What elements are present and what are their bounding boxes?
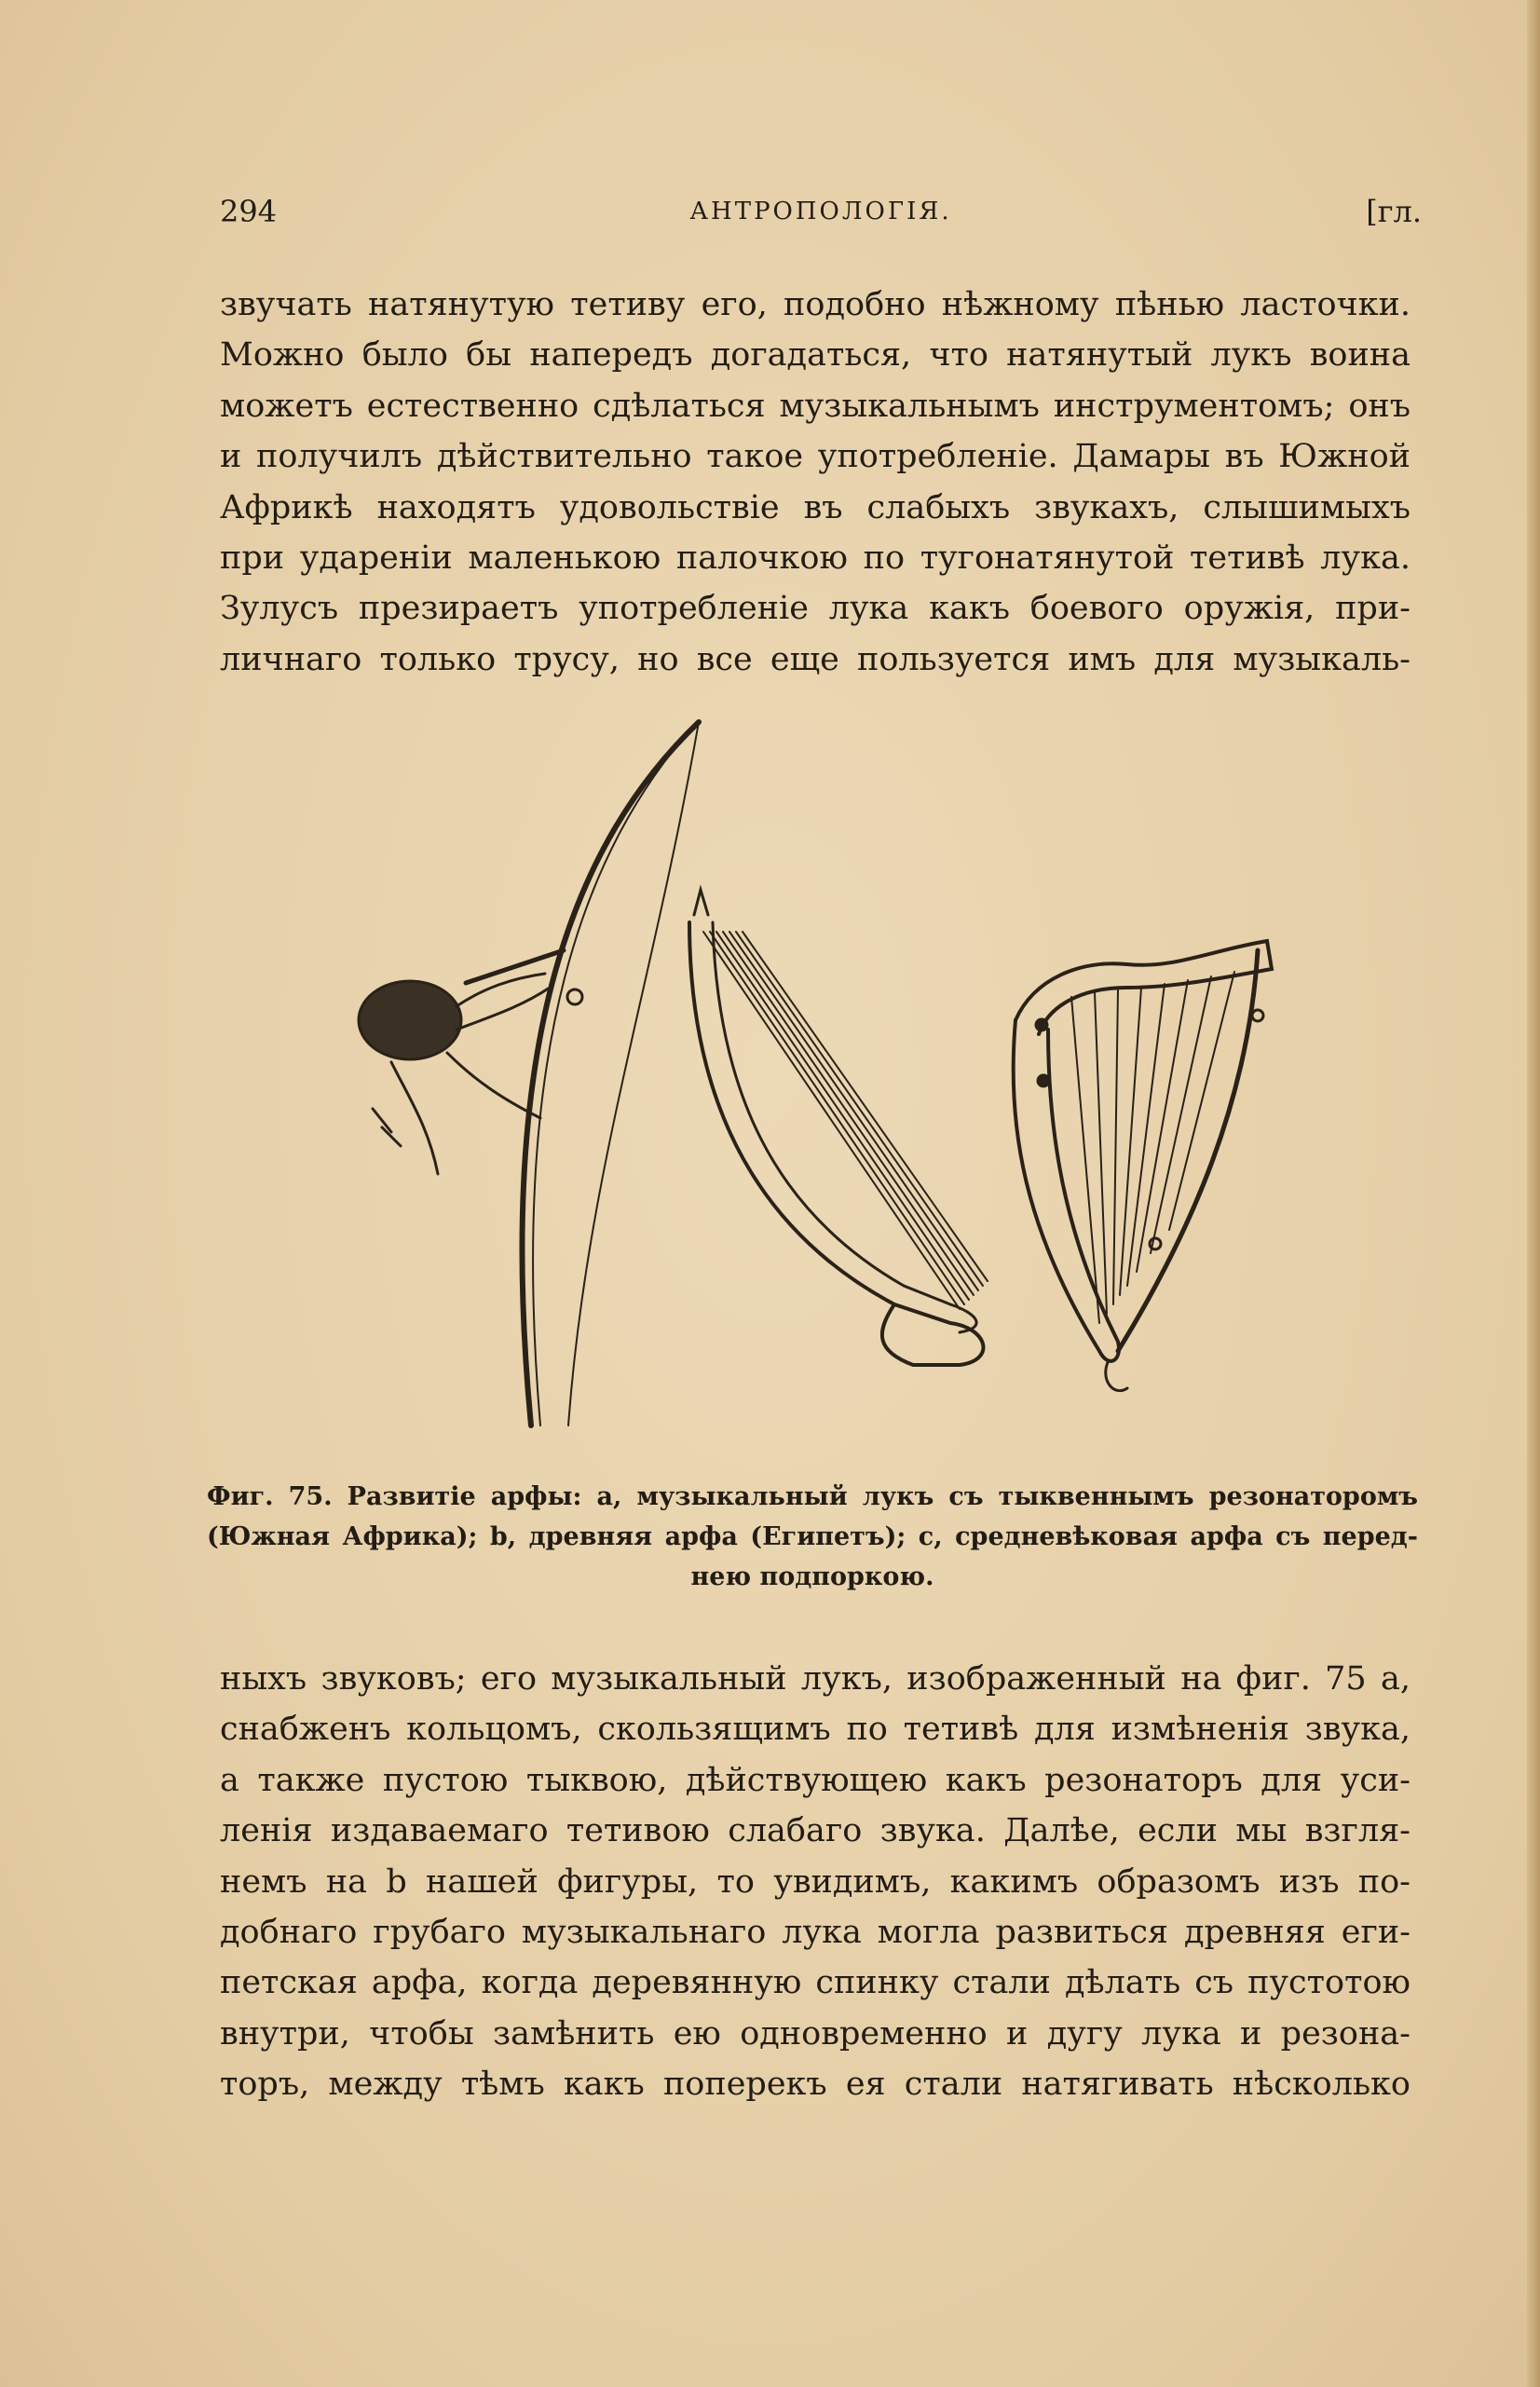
running-title: АНТРОПОЛОГІЯ. [689, 198, 952, 225]
text-line: Зулусъ презираетъ употребленіе лука какъ боевого оружія, при- [220, 590, 1411, 628]
text-line: снабженъ кольцомъ, скользящимъ по тетивѣ для измѣненія звука, [220, 1711, 1411, 1749]
caption-line: Фиг. 75. Развитіе арфы: a, музыкальный лукъ съ тыквеннымъ резонаторомъ [207, 1482, 1418, 1511]
text-line: ныхъ звуковъ; его музыкальный лукъ, изображенный на фиг. 75 a, [220, 1660, 1411, 1698]
egyptian-harp-drawing [689, 890, 988, 1365]
text-line: Можно было бы напередъ догадаться, что натянутый лукъ воина [220, 336, 1411, 375]
text-line: можетъ естественно сдѣлаться музыкальнымъ инструментомъ; онъ [220, 387, 1411, 425]
text-line: ленія издаваемаго тетивою слабаго звука. Далѣе, если мы взгля- [220, 1812, 1411, 1850]
text-line: личнаго только трусу, но все еще пользуется имъ для музыкаль- [220, 640, 1411, 678]
text-line: звучать натянутую тетиву его, подобно нѣжному пѣнью ласточки. [220, 286, 1411, 323]
text-line: а также пустою тыквою, дѣйствующею какъ резонаторъ для уси- [220, 1761, 1411, 1799]
chapter-marker: [гл. [1366, 194, 1422, 229]
text-line: петская арфа, когда деревянную спинку стали дѣлать съ пустотою [220, 1964, 1411, 2002]
page-number: 294 [220, 194, 278, 229]
figure-caption [207, 1477, 1418, 1597]
paragraph-bottom [220, 1654, 1411, 2110]
paragraph-top [220, 280, 1411, 685]
musical-bow-drawing [359, 722, 699, 1425]
text-line: добнаго грубаго музыкальнаго лука могла развиться древняя еги- [220, 1914, 1411, 1952]
text-line: внутри, чтобы замѣнить ею одновременно и дугу лука и резона- [220, 2014, 1411, 2053]
page-edge [1527, 0, 1540, 2387]
harp-evolution-illustration [354, 708, 1425, 1453]
running-header [220, 194, 1422, 240]
caption-line: нею подпоркою. [690, 1562, 934, 1591]
caption-line: (Южная Африка); b, древняя арфа (Египетъ); c, средневѣковая арфа съ перед- [207, 1522, 1418, 1551]
text-line: при удареніи маленькою палочкою по тугонатянутой тетивѣ лука. [220, 539, 1411, 578]
text-line: немъ на b нашей фигуры, то увидимъ, какимъ образомъ изъ по- [220, 1862, 1411, 1901]
medieval-harp-drawing [1014, 941, 1272, 1391]
text-line: Африкѣ находятъ удовольствіе въ слабыхъ звукахъ, слышимыхъ [220, 488, 1411, 526]
text-line: и получилъ дѣйствительно такое употребленіе. Дамары въ Южной [220, 438, 1411, 476]
text-line: торъ, между тѣмъ какъ поперекъ ея стали натягивать нѣсколько [220, 2066, 1411, 2104]
